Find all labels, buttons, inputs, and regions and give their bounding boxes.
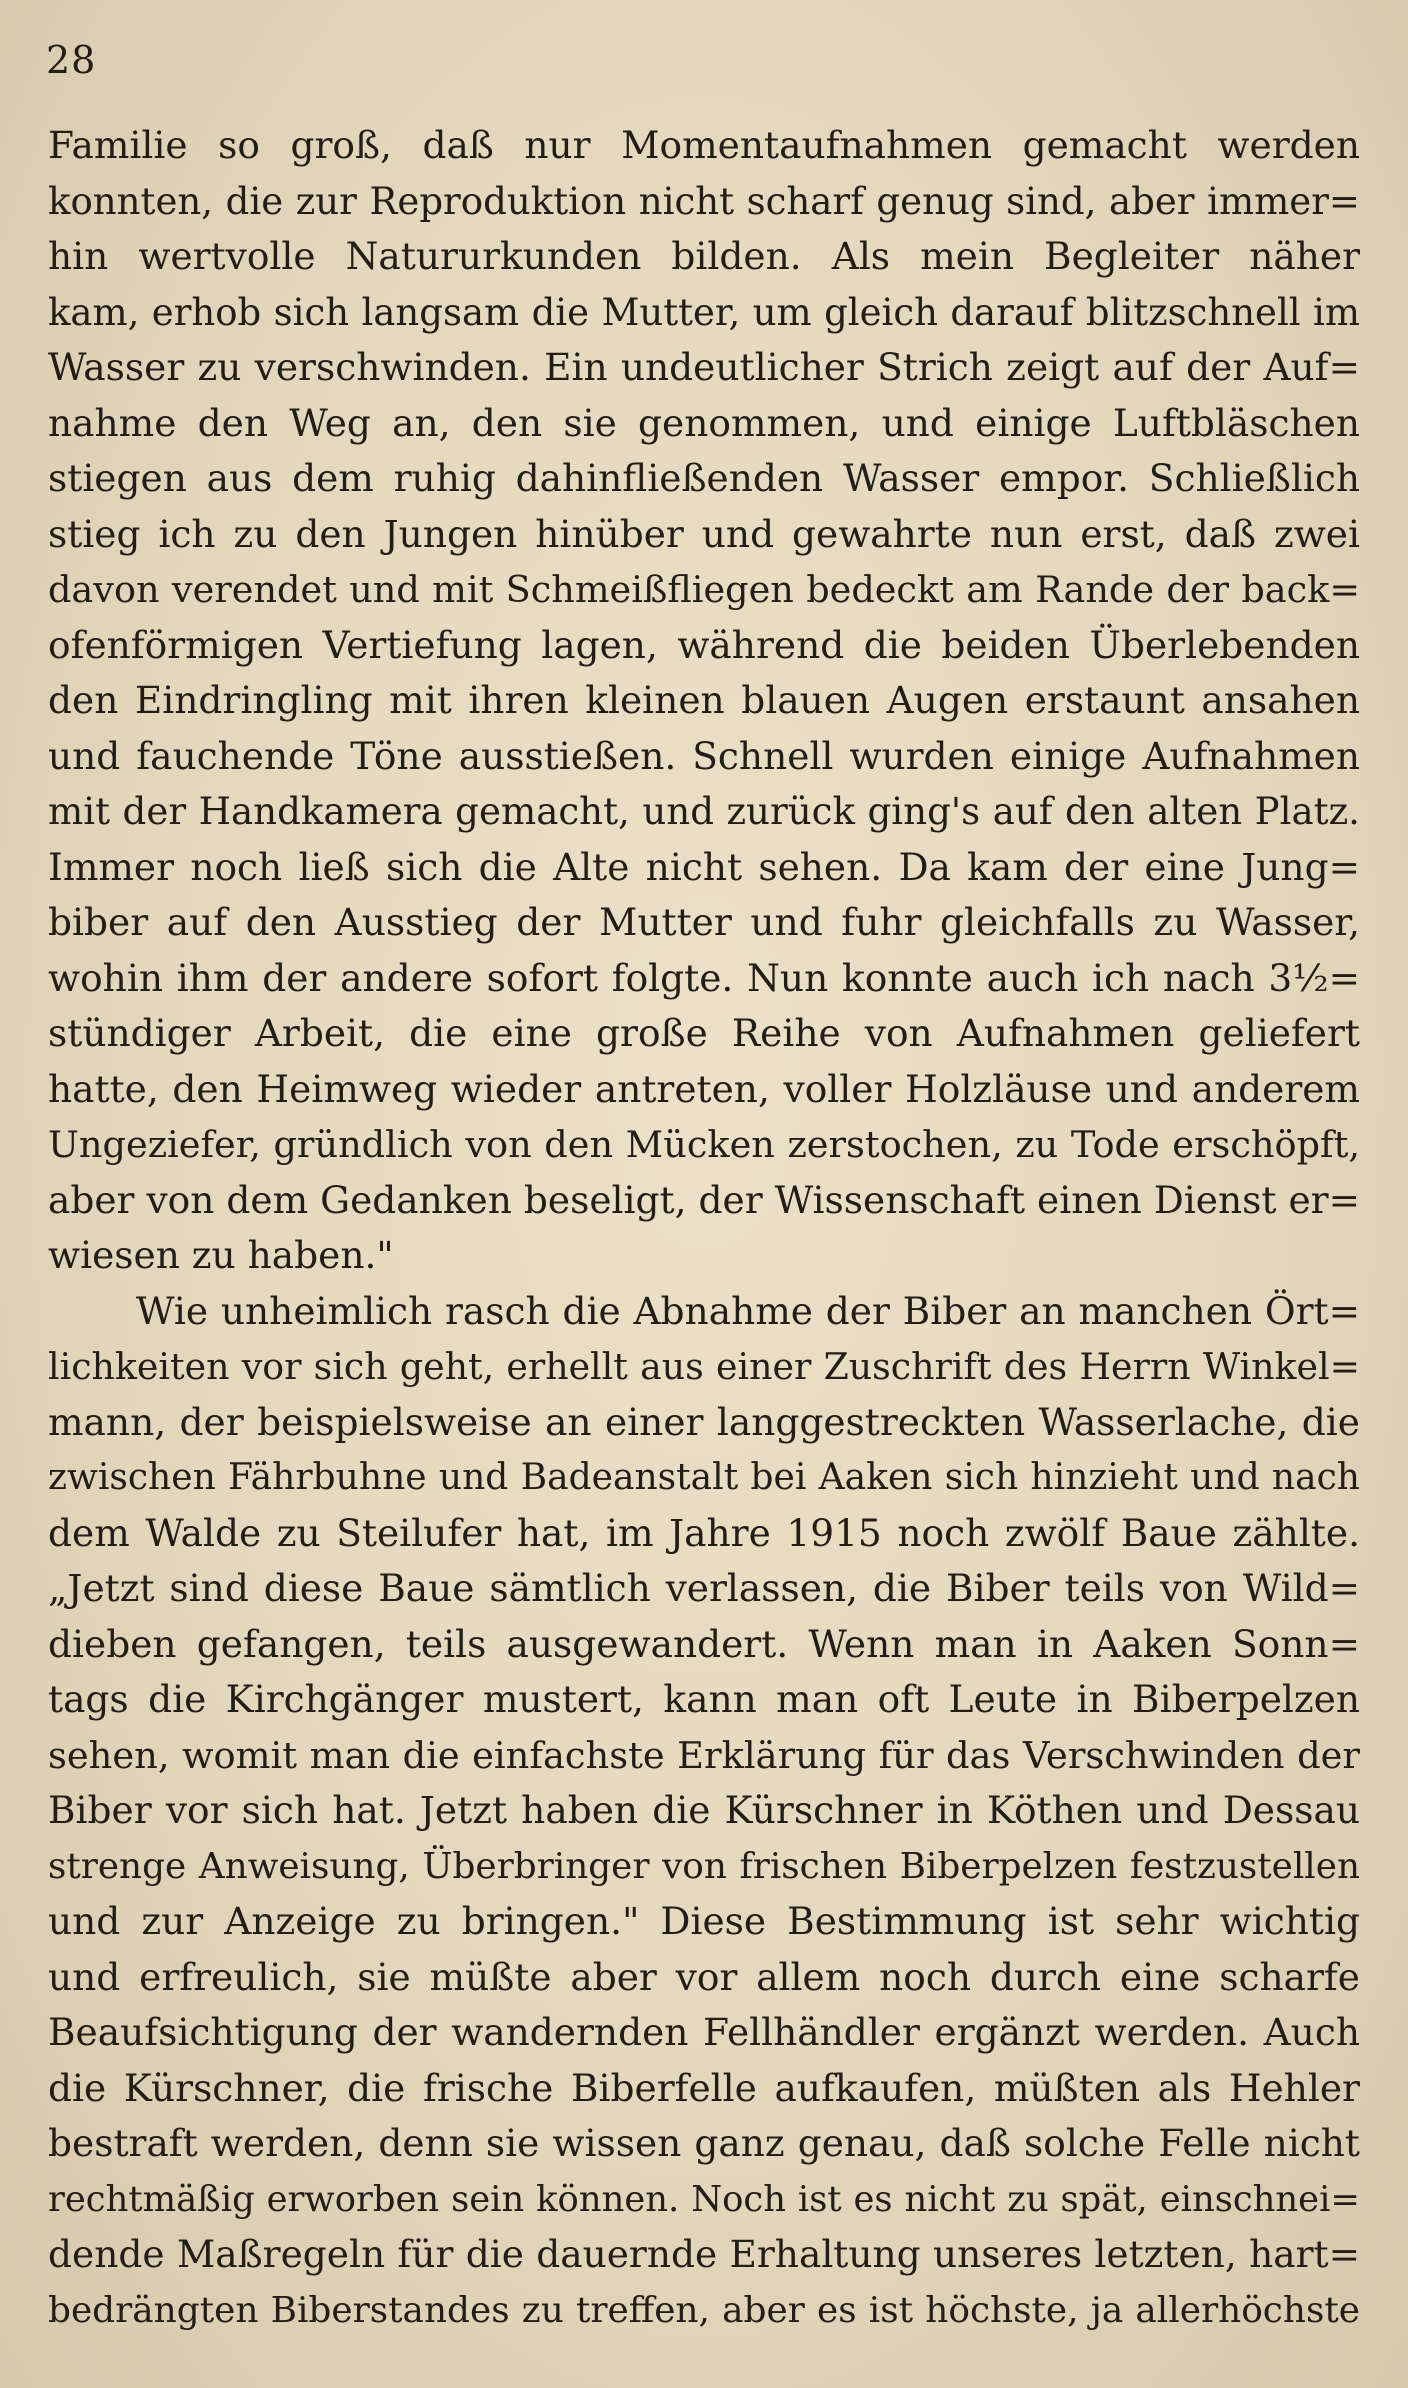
text-line: „Jetzt sind diese Baue sämtlich verlassen, die Biber teils von Wild=: [48, 1566, 1360, 1610]
text-line: den Eindringling mit ihren kleinen blauen Augen erstaunt ansahen: [48, 678, 1360, 722]
text-line: dende Maßregeln für die dauernde Erhaltung unseres letzten, hart=: [48, 2232, 1360, 2276]
text-line: bestraft werden, denn sie wissen ganz genau, daß solche Felle nicht: [48, 2121, 1360, 2165]
text-line: dem Walde zu Steilufer hat, im Jahre 1915 noch zwölf Baue zählte.: [48, 1510, 1360, 1555]
text-line: und fauchende Töne ausstießen. Schnell wurden einige Aufnahmen: [48, 733, 1360, 778]
text-line: wohin ihm der andere sofort folgte. Nun konnte auch ich nach 3½=: [48, 955, 1360, 1000]
text-line: und erfreulich, sie müßte aber vor allem noch durch eine scharfe: [48, 1954, 1360, 1999]
text-line: Wasser zu verschwinden. Ein undeutlicher Strich zeigt auf der Auf=: [48, 345, 1360, 389]
paragraph-start-line: Wie unheimlich rasch die Abnahme der Biber an manchen Ört=: [136, 1288, 1360, 1333]
text-line: sehen, womit man die einfachste Erklärung für das Verschwinden der: [48, 1733, 1360, 1777]
text-line: stieg ich zu den Jungen hinüber und gewahrte nun erst, daß zwei: [48, 511, 1360, 556]
page-number: 28: [46, 38, 97, 82]
text-line: konnten, die zur Reproduktion nicht scharf genug sind, aber immer=: [48, 179, 1360, 223]
text-line: rechtmäßig erworben sein können. Noch ist es nicht zu spät, einschnei=: [48, 2178, 1360, 2220]
body-text: [48, 118, 1360, 2338]
text-line: Beaufsichtigung der wandernden Fellhändler ergänzt werden. Auch: [48, 2010, 1360, 2054]
text-line: tags die Kirchgänger mustert, kann man oft Leute in Biberpelzen: [48, 1677, 1360, 1721]
text-line: hin wertvolle Natururkunden bilden. Als mein Begleiter näher: [48, 234, 1360, 278]
text-line: mit der Handkamera gemacht, und zurück ging's auf den alten Platz.: [48, 790, 1360, 833]
text-line: strenge Anweisung, Überbringer von frischen Biberpelzen festzustellen: [48, 1845, 1360, 1887]
text-line: stündiger Arbeit, die eine große Reihe von Aufnahmen geliefert: [48, 1011, 1360, 1055]
text-line: und zur Anzeige zu bringen." Diese Bestimmung ist sehr wichtig: [48, 1899, 1360, 1943]
text-line: nahme den Weg an, den sie genommen, und einige Luftbläschen: [48, 400, 1360, 445]
text-line: aber von dem Gedanken beseligt, der Wissenschaft einen Dienst er=: [48, 1177, 1360, 1222]
text-line: dieben gefangen, teils ausgewandert. Wenn man in Aaken Sonn=: [48, 1621, 1360, 1666]
text-line: ofenförmigen Vertiefung lagen, während die beiden Überlebenden: [48, 622, 1360, 667]
text-line: die Kürschner, die frische Biberfelle aufkaufen, müßten als Hehler: [48, 2065, 1360, 2110]
text-line: Biber vor sich hat. Jetzt haben die Kürschner in Köthen und Dessau: [48, 1788, 1360, 1832]
text-line: Ungeziefer, gründlich von den Mücken zerstochen, zu Tode erschöpft,: [48, 1123, 1360, 1166]
text-line: Immer noch ließ sich die Alte nicht sehen. Da kam der eine Jung=: [48, 844, 1360, 889]
text-line: lichkeiten vor sich geht, erhellt aus einer Zuschrift des Herrn Winkel=: [48, 1345, 1360, 1388]
text-line: bedrängten Biberstandes zu treffen, aber es ist höchste, ja allerhöchste: [48, 2289, 1360, 2331]
text-line: mann, der beispielsweise an einer langgestreckten Wasserlache, die: [48, 1399, 1360, 1444]
text-line: davon verendet und mit Schmeißfliegen bedeckt am Rande der back=: [48, 568, 1360, 611]
text-line: kam, erhob sich langsam die Mutter, um gleich darauf blitzschnell im: [48, 290, 1360, 334]
text-line: hatte, den Heimweg wieder antreten, voller Holzläuse und anderem: [48, 1066, 1360, 1111]
text-line: biber auf den Ausstieg der Mutter und fuhr gleichfalls zu Wasser,: [48, 900, 1360, 944]
text-line: zwischen Fährbuhne und Badeanstalt bei Aaken sich hinzieht und nach: [48, 1456, 1360, 1498]
paragraph-end-line: wiesen zu haben.": [48, 1233, 394, 1277]
text-line: stiegen aus dem ruhig dahinfließenden Wasser empor. Schließlich: [48, 456, 1360, 500]
text-line: Familie so groß, daß nur Momentaufnahmen gemacht werden: [48, 123, 1360, 167]
